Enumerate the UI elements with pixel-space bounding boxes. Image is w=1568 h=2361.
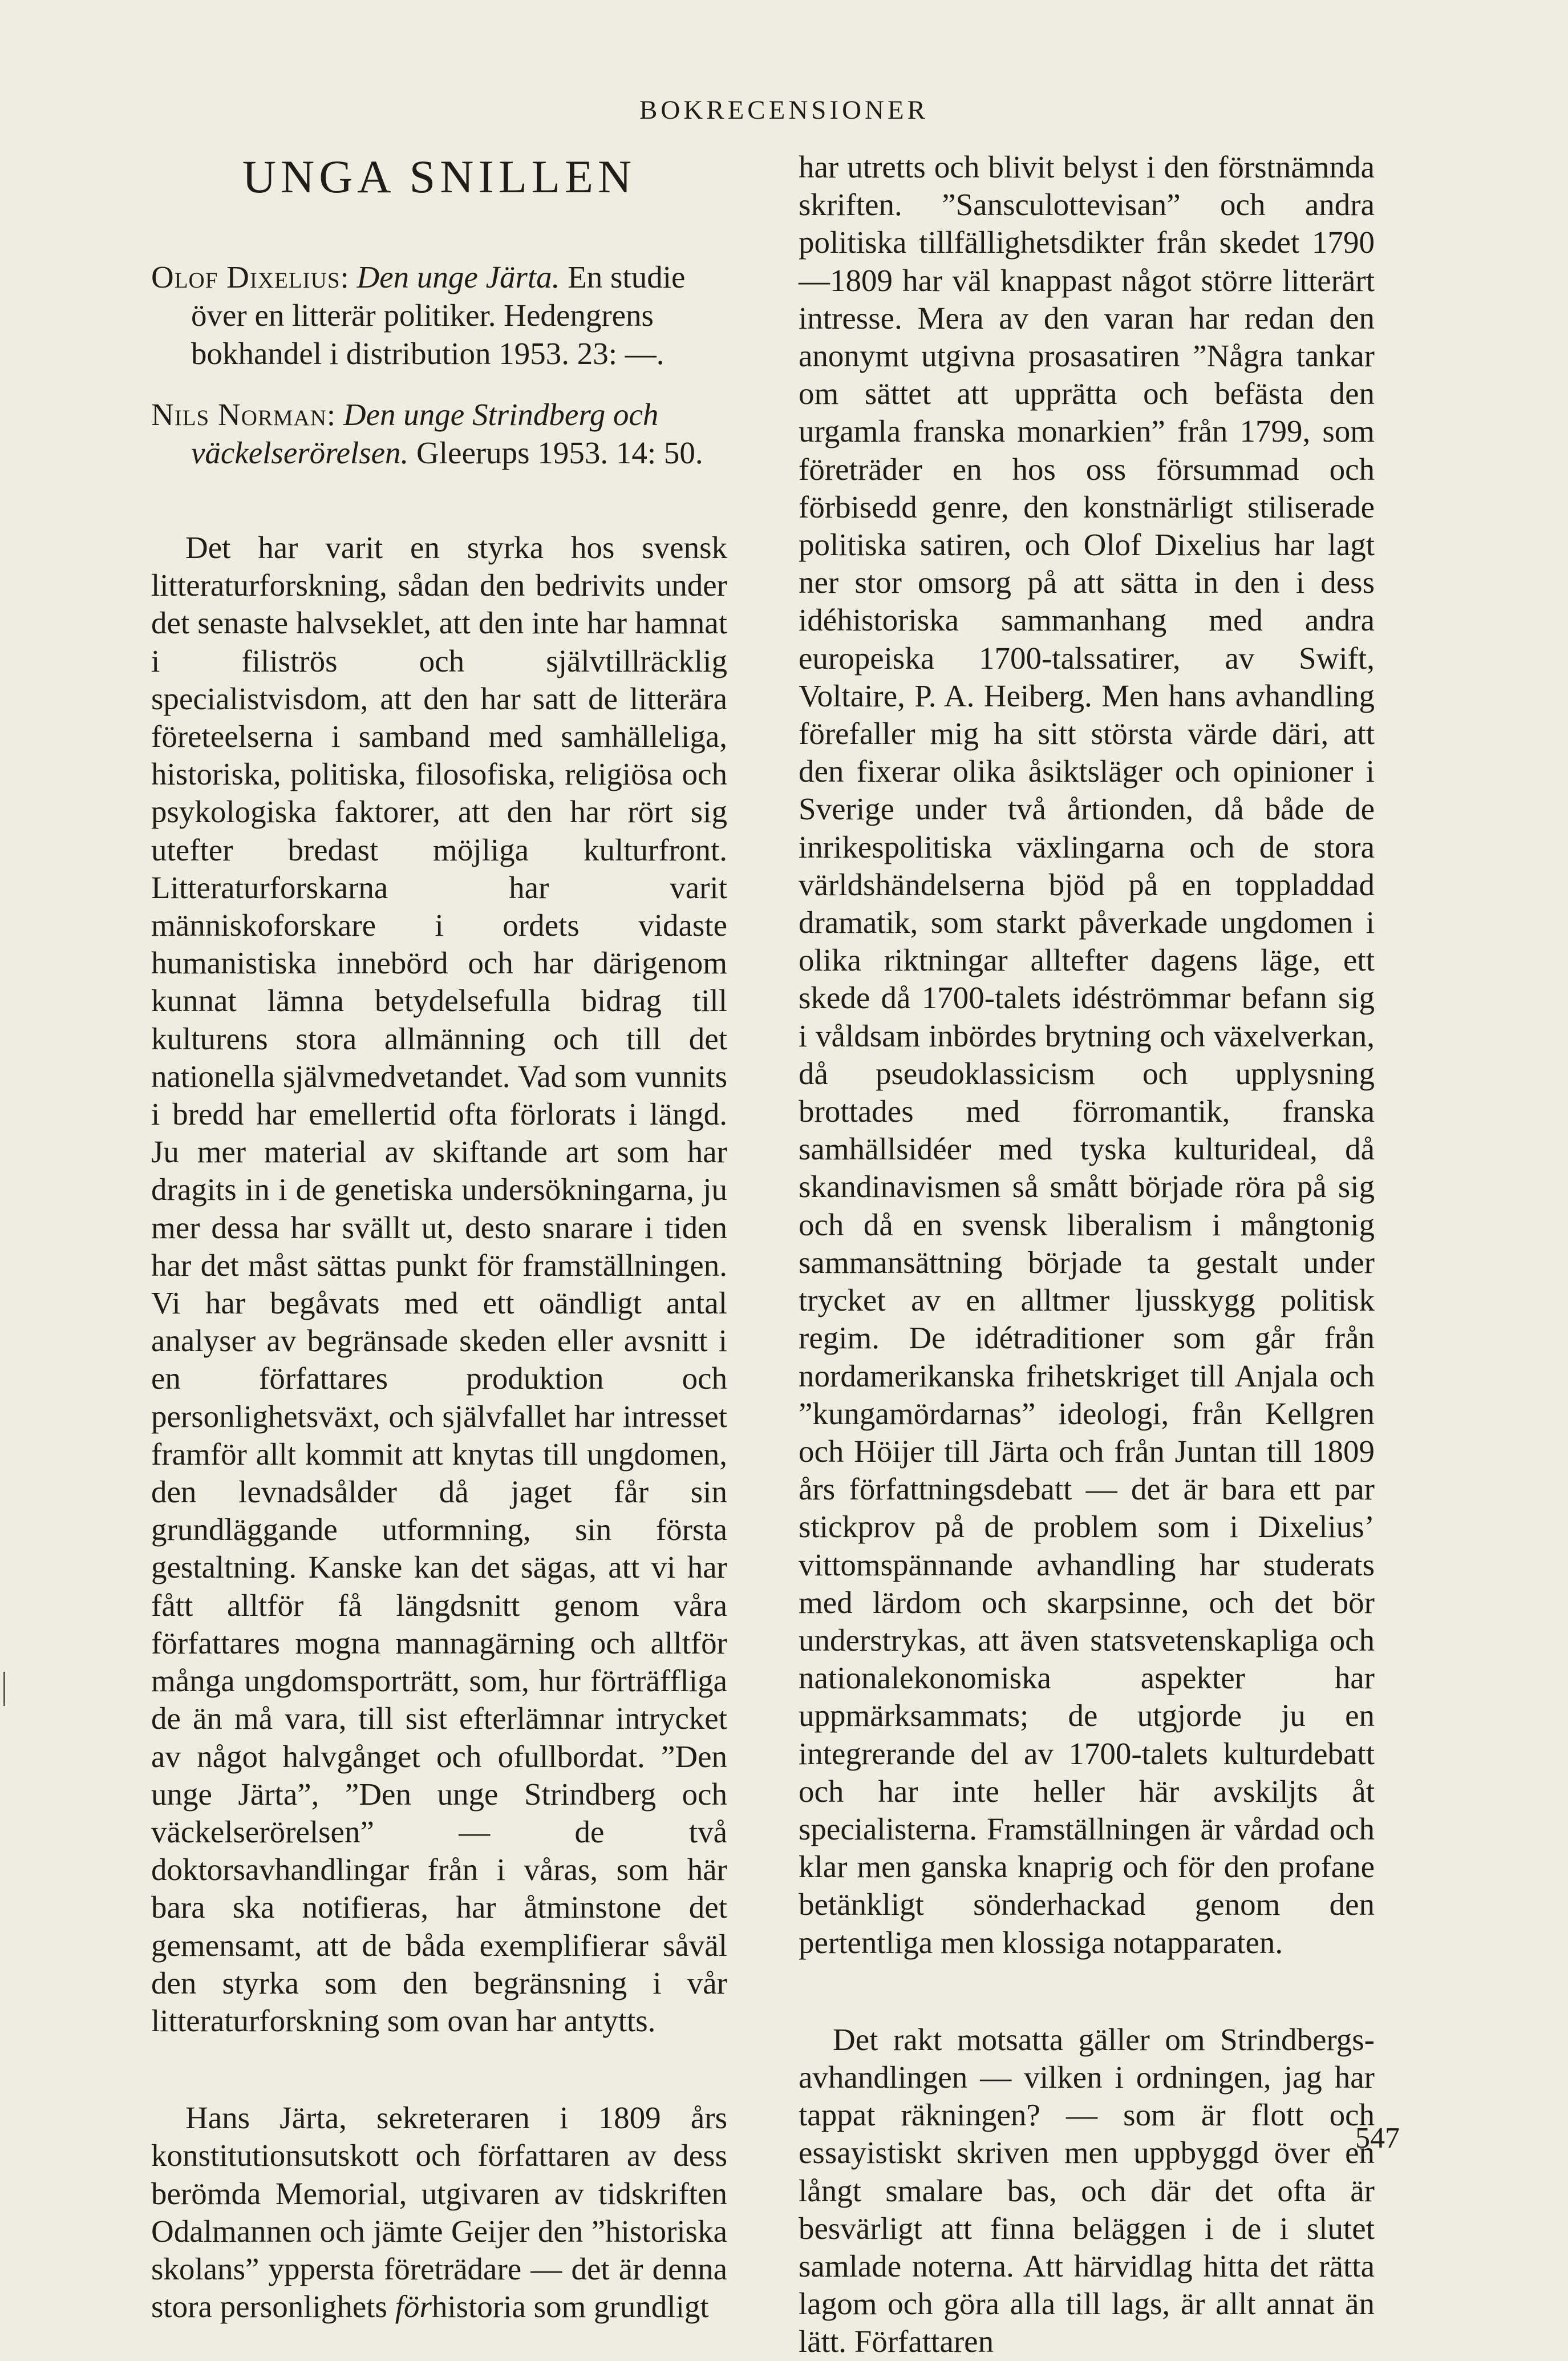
body-paragraph: Det rakt motsatta gäller om Strindbergs-avhandlingen — vilken i ordningen, jag har tappat räkningen? — som är flott och essayistiskt skriven men uppbyggd över en långt smalare bas, och där det ofta är besvärligt att finna beläggen i de i slutet samlade noterna. Att härvidlag hitta det rätta lagom och göra alla till lags, är allt annat än lätt. Författaren	[799, 2022, 1375, 2359]
emphasis-text: för	[395, 2289, 432, 2324]
body-paragraph: Det har varit en styrka hos svensk litteraturforskning, sådan den bedrivits under det senaste halvseklet, att den inte har hamnat i filiströs och självtillräcklig specialistvisdom, att den har satt de litterära företeelserna i samband med samhälleliga, historiska, politiska, filosofiska, religiösa och psykologiska faktorer, att den har rört sig utefter bredast möjliga kulturfront. Litteraturforskarna har varit människoforskare i ordets vidaste humanistiska innebörd och har därigenom kunnat lämna betydelsefulla bidrag till kulturens stora allmänning och till det nationella självmedvetandet. Vad som vunnits i bredd har emellertid ofta förlorats i längd. Ju mer material av skiftande art som har dragits in i de genetiska undersökningarna, ju mer dessa har svällt ut, desto snarare i tiden har det måst sättas punkt för framställningen. Vi har begåvats med ett oändligt antal analyser av begränsade skeden eller avsnitt i en författares produktion och personlighetsväxt, och självfallet har intresset framför allt kommit att knytas till ungdomen, den levnadsålder då jaget får sin grundläggande utformning, sin första gestaltning. Kanske kan det sägas, att vi har fått alltför få längdsnitt genom våra författares mogna mannagärning och alltför många ungdomsporträtt, som, hur förträffliga de än må vara, till sist efterlämnar intrycket av något halvgånget och ofullbordat. ”Den unge Järta”, ”Den unge Strindberg och väckelserörelsen” — de två doktorsavhandlingar från i våras, som här bara ska notifieras, har åtminstone det gemensamt, att de båda exemplifierar såväl den styrka som den begränsning i vår litteraturforskning som ovan har antytts.	[151, 530, 727, 2038]
body-text: historia som grundligt	[431, 2289, 709, 2324]
left-column	[151, 148, 727, 2326]
bib-author: Olof Dixelius	[151, 260, 341, 294]
running-header: BOKRECENSIONER	[639, 95, 929, 125]
bib-author: Nils Norman	[151, 397, 327, 432]
bib-book-title: Den unge Järta.	[356, 260, 560, 294]
bibliography-entry-1	[151, 258, 727, 373]
page-number: 547	[1355, 2122, 1400, 2154]
bib-details: En studie över en litterär politiker. Hedengrens bokhandel i distribution 1953. 23: —.	[191, 260, 686, 371]
body-paragraph	[151, 2099, 727, 2326]
body-paragraph: har utretts och blivit belyst i den förstnämnda skriften. ”Sansculottevisan” och andra politiska tillfällighetsdikter från skedet 1790—1809 har väl knappast något större litterärt intresse. Mera av den varan har redan den anonymt utgivna prosasatiren ”Några tankar om sättet att upprätta och befästa den urgamla franska monarkien” från 1799, som företräder en hos oss försummad och förbisedd genre, den konstnärligt stiliserade politiska satiren, och Olof Dixelius har lagt ner stor omsorg på att sätta in den i dess idéhistoriska sammanhang med andra europeiska 1700-talssatirer, av Swift, Voltaire, P. A. Heiberg. Men hans avhandling förefaller mig ha sitt största värde däri, att den fixerar olika åsiktsläger och opinioner i Sverige under två årtionden, då både de inrikespolitiska växlingarna och de stora världshändelserna bjöd på en toppladdad dramatik, som starkt påverkade ungdomen i olika riktningar alltefter dagens läge, ett skede då 1700-talets idéströmmar befann sig i våldsam inbördes brytning och växelverkan, då pseudoklassicism och upplysning brottades med förromantik, franska samhällsidéer med tyska kulturideal, då skandinavismen så smått började röra på sig och då en svensk liberalism i mångtonig sammansättning började ta gestalt under trycket av en alltmer ljusskygg politisk regim. De idétraditioner som går från nordamerikanska frihetskriget till Anjala och ”kungamördarnas” ideologi, från Kellgren och Höijer till Järta och från Juntan till 1809 års författningsdebatt — det är bara ett par stickprov på de problem som i Dixelius’ vittomspännande avhandling har studerats med lärdom och skarpsinne, och det bör understrykas, att även statsvetenskapliga och nationalekonomiska aspekter har uppmärksammats; de utgjorde ju en integrerande del av 1700-talets kulturdebatt och har inte heller här avskiljts åt specialisterna. Framställningen är vårdad och klar men ganska knaprig och för den profane betänkligt sönderhackad genom den pertentliga men klossiga notapparaten.	[799, 149, 1375, 1960]
scan-edge-mark	[3, 1672, 5, 1706]
bib-separator: :	[326, 397, 343, 432]
body-text: Hans Järta, sekreteraren i 1809 års konstitutionsutskott och författaren av dess berömda Memorial, utgivaren av tidskriften Odalmannen och jämte Geijer den ”historiska skolans” yppersta företrädare — det är denna stora personlighets	[151, 2100, 727, 2324]
bib-separator: :	[340, 260, 357, 294]
article-title: UNGA SNILLEN	[242, 151, 637, 203]
bib-book-title: Den unge Strindberg och väckelserörelsen.	[191, 397, 659, 470]
right-column	[799, 148, 1375, 2361]
bib-details: Gleerups 1953. 14: 50.	[408, 435, 703, 470]
bibliography-entry-2	[151, 395, 727, 472]
